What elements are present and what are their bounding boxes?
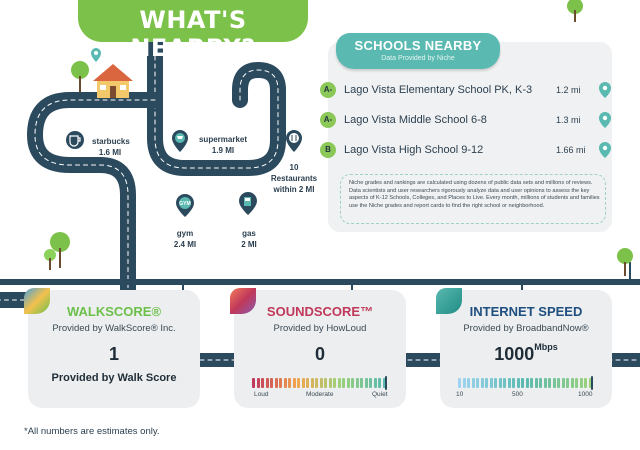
location-pin-icon [598,81,612,99]
meter-tick [530,378,533,388]
meter-tick [365,378,368,388]
meter-tick [320,378,323,388]
meter-tick [494,378,497,388]
meter-tick [338,378,341,388]
meter-tick [306,378,309,388]
school-row [320,141,612,161]
school-name: Lago Vista Middle School 6-8 [344,114,487,126]
meter-tick [467,378,470,388]
nearby-name: starbucks [92,137,130,146]
road-left-loop [0,100,155,300]
meter-tick [508,378,511,388]
meter-tick [463,378,466,388]
meter-tick [575,378,578,388]
meter-tick [275,378,278,388]
restaurant-icon [289,133,299,143]
school-distance: 1.66 mi [556,145,586,155]
meter-tick [324,378,327,388]
scale-left-label: Loud [254,391,269,398]
meter-tick [311,378,314,388]
soundscore-meter [252,378,388,388]
niche-note-text: Niche grades and rankings are calculated using dozens of public data sets and millions of reviews. Data scientists and user researchers rigorously analyze data and user opinions to assess the key aspects of K-12 Schools, Colleges, and Places to Live. Every month, millions of students and families use the Niche grades and report cards to find the right school or neighborhood. [349,180,600,209]
meter-tick [571,378,574,388]
meter-tick [270,378,273,388]
walkscore-provider: Provided by WalkScore® Inc. [52,323,176,334]
nearby-distance: within 2 MI [273,185,315,194]
footnote: *All numbers are estimates only. [24,426,160,437]
schools-tab [336,33,500,69]
meter-tick [458,378,461,388]
walkscore-title: WALKSCORE® [66,304,162,319]
svg-text:GYM: GYM [179,201,191,207]
meter-tick [374,378,377,388]
soundscore-scale [250,391,390,401]
meter-tick [378,378,381,388]
meter-tick [566,378,569,388]
meter-tick [333,378,336,388]
school-name: Lago Vista Elementary School PK, K-3 [344,84,533,96]
page-title: WHAT'S NEARBY? [130,6,256,62]
meter-tick [481,378,484,388]
grade-badge: A- [320,112,336,128]
meter-tick [472,378,475,388]
meter-tick [517,378,520,388]
schools-title: SCHOOLS NEARBY [354,38,482,53]
walkscore-note: Provided by Walk Score [51,372,177,384]
location-pin-icon [598,111,612,129]
meter-tick [261,378,264,388]
soundscore-provider: Provided by HowLoud [273,323,367,334]
internet-unit: Mbps [534,342,558,352]
nearby-distance: 1.9 MI [211,146,235,155]
meter-tick [499,378,502,388]
nearby-restaurants [268,162,320,195]
meter-tick [288,378,291,388]
soundscore-card [234,290,406,408]
meter-tick [293,378,296,388]
niche-note [340,174,606,224]
meter-tick [557,378,560,388]
meter-tick [315,378,318,388]
internet-value-wrap [440,344,612,365]
meter-tick [485,378,488,388]
location-pin-icon [598,141,612,159]
meter-tick [512,378,515,388]
nearby-distance: 2 MI [241,240,257,249]
meter-end-cap [385,376,387,390]
meter-tick [553,378,556,388]
nearby-starbucks [92,136,128,158]
internet-provider: Provided by BroadbandNow® [463,323,589,334]
nearby-distance: 2.4 MI [173,240,197,249]
internet-meter [458,378,594,388]
soundscore-title: SOUNDSCORE™ [266,304,374,319]
meter-tick [252,378,255,388]
meter-tick [257,378,260,388]
meter-tick [544,378,547,388]
nearby-supermarket [196,134,250,156]
walkscore-card [28,290,200,408]
internet-card [440,290,612,408]
meter-tick [347,378,350,388]
meter-tick [526,378,529,388]
soundscore-value: 0 [314,344,325,364]
grade-badge: B [320,142,336,158]
meter-tick [369,378,372,388]
meter-tick [584,378,587,388]
grade-badge: A- [320,82,336,98]
nearby-name: gym [176,229,194,238]
internet-scale [456,391,596,401]
meter-tick [297,378,300,388]
school-distance: 1.2 mi [556,85,581,95]
scale-right-label: Quiet [372,391,388,398]
meter-end-cap [591,376,593,390]
meter-tick [562,378,565,388]
meter-tick [266,378,269,388]
meter-tick [279,378,282,388]
nearby-gas [234,228,264,250]
internet-title: INTERNET SPEED [469,304,583,319]
meter-tick [342,378,345,388]
school-distance: 1.3 mi [556,115,581,125]
nearby-distance: 1.6 MI [98,148,122,157]
nearby-gym [170,228,200,250]
meter-tick [351,378,354,388]
meter-tick [490,378,493,388]
meter-tick [548,378,551,388]
meter-tick [329,378,332,388]
schools-subtitle: Data Provided by Niche [381,55,455,62]
nearby-name: gas [242,229,256,238]
meter-tick [503,378,506,388]
school-name: Lago Vista High School 9-12 [344,144,484,156]
scale-left-label: 10 [456,391,464,398]
meter-tick [580,378,583,388]
meter-tick [360,378,363,388]
internet-value: 1000 [494,344,535,364]
scale-middle-label: Moderate [306,391,334,398]
meter-tick [521,378,524,388]
meter-tick [539,378,542,388]
meter-tick [356,378,359,388]
house-icon [93,64,133,98]
meter-tick [302,378,305,388]
scale-middle-label: 500 [512,391,523,398]
nearby-name: supermarket [198,135,248,144]
meter-tick [284,378,287,388]
nearby-name: 10 Restaurants [270,163,318,183]
meter-tick [535,378,538,388]
scale-right-label: 1000 [578,391,593,398]
header-banner [78,0,308,62]
school-row [320,81,612,101]
meter-tick [476,378,479,388]
school-row [320,111,612,131]
walkscore-value: 1 [108,344,119,364]
